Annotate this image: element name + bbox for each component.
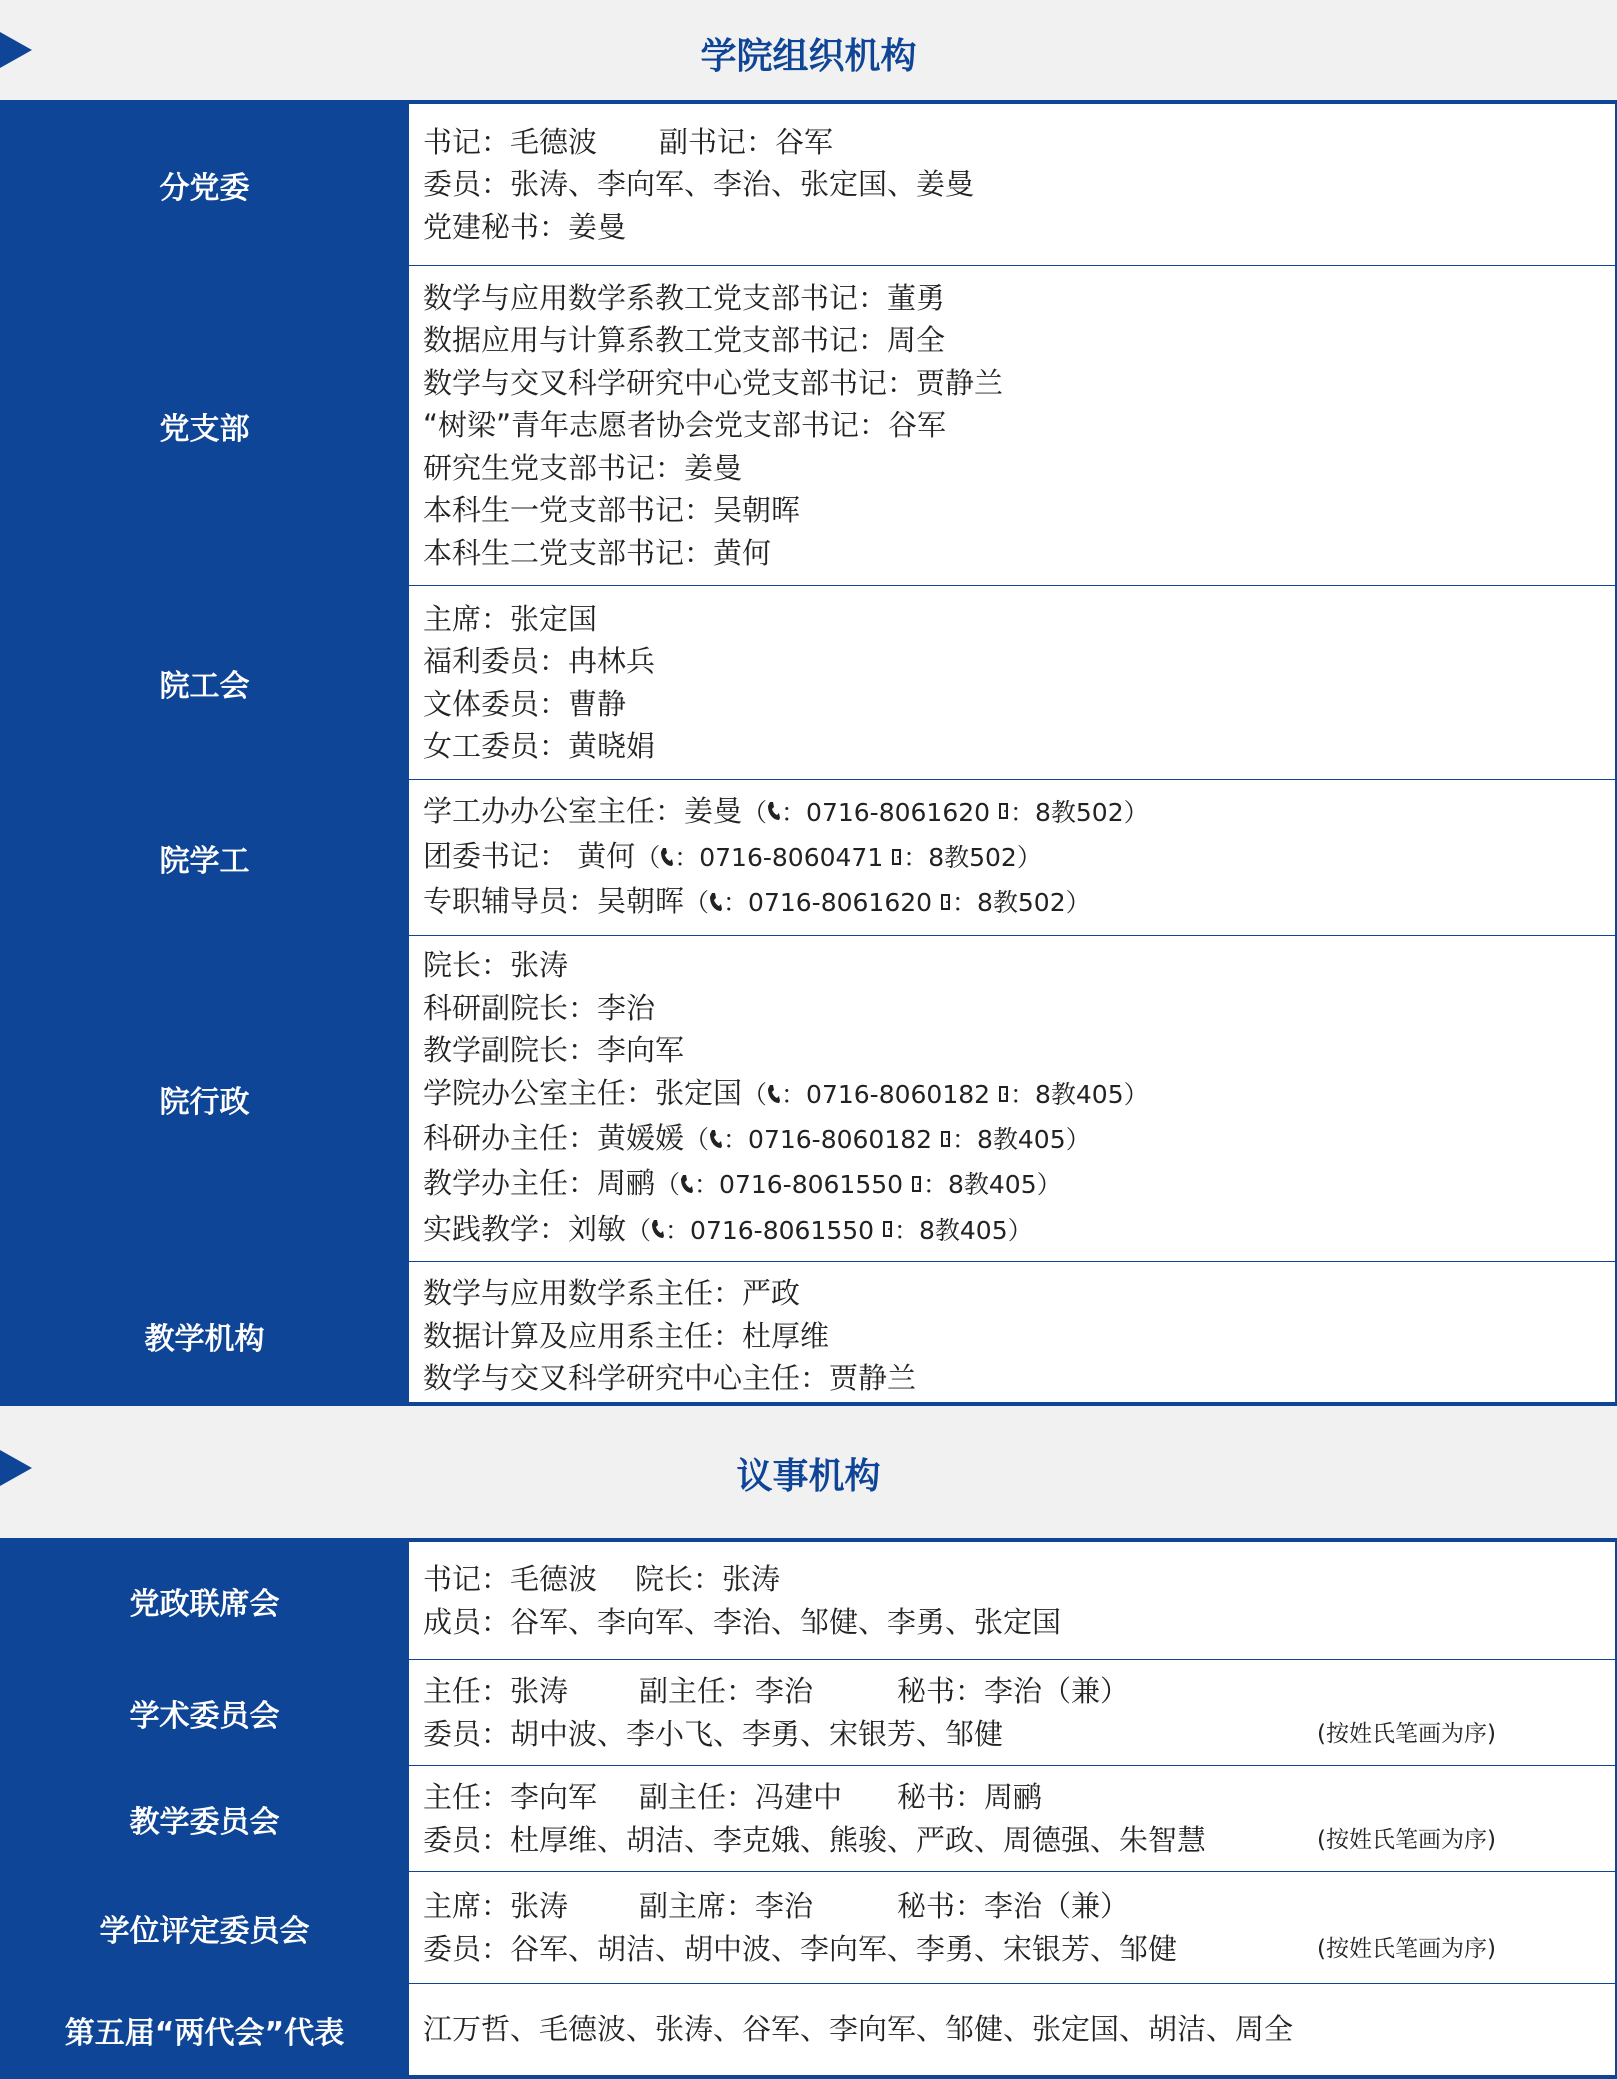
contact-detail: （ ：0716-8061550 ：8教405） [626, 1216, 1033, 1245]
row-label: 教学委员会 [0, 1766, 409, 1871]
contact-name: 科研办主任：黄媛媛 [423, 1121, 685, 1155]
phone-icon [660, 838, 674, 881]
row-label: 党支部 [0, 266, 409, 585]
contact-name: 团委书记： 黄何 [423, 838, 636, 873]
section-header-council [0, 1406, 1617, 1538]
contact-line [423, 1162, 1601, 1207]
contact-detail: （ ：0716-8060471 ：8教502） [635, 843, 1042, 872]
section-title: 学院组织机构 [700, 36, 917, 77]
text-line: 数据应用与计算系教工党支部书记：周全 [423, 323, 946, 358]
section-header-org [0, 0, 1617, 100]
door-icon [891, 838, 903, 881]
contact-detail: （ ：0716-8060182 ：8教405） [684, 1125, 1091, 1154]
text-line: 研究生党支部书记：姜曼 [423, 450, 743, 485]
text-line: 院长：张涛 [423, 948, 569, 983]
text-line [423, 121, 1601, 164]
table-row [0, 1262, 1615, 1410]
contact-line [423, 1208, 1601, 1253]
council-table [0, 1538, 1617, 2079]
table-row [0, 1984, 1615, 2079]
text-line: 数学与交叉科学研究中心主任：贾静兰 [423, 1361, 917, 1396]
row-label: 第五届“两代会”代表 [0, 1984, 409, 2075]
contact-name: 专职辅导员：吴朝晖 [423, 884, 685, 919]
contact-name: 教学办主任：周鹂 [423, 1166, 656, 1201]
row-label: 院工会 [0, 586, 409, 779]
row-content [409, 1766, 1615, 1871]
contact-name: 学工办办公室主任：姜曼 [423, 793, 743, 828]
deputy-secretary: 副书记：谷军 [659, 124, 834, 159]
contact-detail: （ ：0716-8061620 ：8教502） [684, 888, 1091, 917]
contact-detail: （ ：0716-8060182 ：8教405） [742, 1080, 1149, 1109]
text-line: 数学与交叉科学研究中心党支部书记：贾静兰 [423, 365, 1004, 400]
door-icon [998, 792, 1010, 835]
phone-icon [767, 792, 781, 835]
text-line: 江万哲、毛德波、张涛、谷军、李向军、邹健、张定国、胡洁、周全 [423, 2012, 1294, 2047]
row-label: 院学工 [0, 780, 409, 935]
contact-detail: （ ：0716-8061620 ：8教502） [742, 798, 1149, 827]
table-row [0, 936, 1615, 1262]
phone-icon [709, 883, 723, 926]
sort-note: (按姓氏笔画为序) [1317, 1935, 1496, 1962]
row-label: 学位评定委员会 [0, 1872, 409, 1983]
phone-icon [767, 1075, 781, 1118]
party-secretary: 书记：毛德波 [423, 124, 598, 159]
text-line: 本科生一党支部书记：吴朝晖 [423, 493, 801, 528]
contact-name: 学院办公室主任：张定国 [423, 1075, 743, 1110]
contact-line [423, 790, 1601, 835]
phone-icon [680, 1165, 694, 1208]
text-line: 主任：李向军 副主任：冯建中 秘书：周鹂 [423, 1780, 1043, 1814]
text-line: 委员：谷军、胡洁、胡中波、李向军、李勇、宋银芳、邹健 (按姓氏笔画为序) [423, 1928, 1601, 1971]
text-line: 科研副院长：李治 [423, 990, 656, 1025]
table-row [0, 1872, 1615, 1984]
row-label: 教学机构 [0, 1262, 409, 1410]
text-line: 数据计算及应用系主任：杜厚维 [423, 1318, 830, 1353]
text-line: 数学与应用数学系主任：严政 [423, 1276, 801, 1311]
org-table [0, 100, 1617, 1406]
contact-line [423, 880, 1601, 925]
text-line: “树梁”青年志愿者协会党支部书记：谷军 [423, 408, 947, 443]
text-line: 主席：张定国 [423, 601, 598, 636]
text-line: 成员：谷军、李向军、李治、邹健、李勇、张定国 [423, 1604, 1062, 1639]
row-label: 党政联席会 [0, 1542, 409, 1659]
text-line: 主席：张涛 副主席：李治 秘书：李治（兼） [423, 1889, 1130, 1923]
door-icon [940, 1120, 952, 1163]
row-label: 分党委 [0, 104, 409, 265]
sort-note: (按姓氏笔画为序) [1317, 1720, 1496, 1747]
row-content [409, 1542, 1615, 1659]
phone-icon [651, 1210, 665, 1253]
row-content [409, 1872, 1615, 1983]
text-line: 书记：毛德波 院长：张涛 [423, 1562, 781, 1596]
text-line: 教学副院长：李向军 [423, 1033, 685, 1068]
door-icon [998, 1075, 1010, 1118]
text-line: 委员：杜厚维、胡洁、李克娥、熊骏、严政、周德强、朱智慧 (按姓氏笔画为序) [423, 1819, 1601, 1862]
contact-line [423, 835, 1601, 880]
row-content [409, 266, 1615, 585]
table-row [0, 1542, 1615, 1660]
row-label: 院行政 [0, 936, 409, 1261]
row-content [409, 1262, 1615, 1410]
text-line: 本科生二党支部书记：黄何 [423, 535, 772, 570]
table-row [0, 104, 1615, 266]
text-line: 委员：张涛、李向军、李治、张定国、姜曼 [423, 167, 975, 202]
table-row [0, 586, 1615, 780]
door-icon [940, 883, 952, 926]
contact-line [423, 1072, 1601, 1117]
text-line: 文体委员：曹静 [423, 686, 627, 721]
row-content [409, 780, 1615, 935]
text-line: 福利委员：冉林兵 [423, 644, 656, 678]
text-line: 党建秘书：姜曼 [423, 209, 627, 244]
sort-note: (按姓氏笔画为序) [1317, 1826, 1496, 1853]
row-label: 学术委员会 [0, 1660, 409, 1765]
text-line: 委员：胡中波、李小飞、李勇、宋银芳、邹健 (按姓氏笔画为序) [423, 1713, 1601, 1756]
row-content [409, 104, 1615, 265]
table-row [0, 266, 1615, 586]
row-content [409, 1660, 1615, 1765]
door-icon [882, 1210, 894, 1253]
text-line: 数学与应用数学系教工党支部书记：董勇 [423, 280, 946, 315]
row-content [409, 936, 1615, 1261]
text-line: 女工委员：黄晓娟 [423, 729, 656, 763]
table-row [0, 1660, 1615, 1766]
table-row [0, 780, 1615, 936]
row-content [409, 1984, 1615, 2075]
text-line: 主任：张涛 副主任：李治 秘书：李治（兼） [423, 1674, 1130, 1708]
section-title: 议事机构 [736, 1456, 881, 1497]
table-row [0, 1766, 1615, 1872]
contact-name: 实践教学：刘敏 [423, 1211, 627, 1246]
row-content [409, 586, 1615, 779]
phone-icon [709, 1120, 723, 1163]
contact-line [423, 1117, 1601, 1162]
contact-detail: （ ：0716-8061550 ：8教405） [655, 1170, 1062, 1199]
door-icon [911, 1165, 923, 1208]
